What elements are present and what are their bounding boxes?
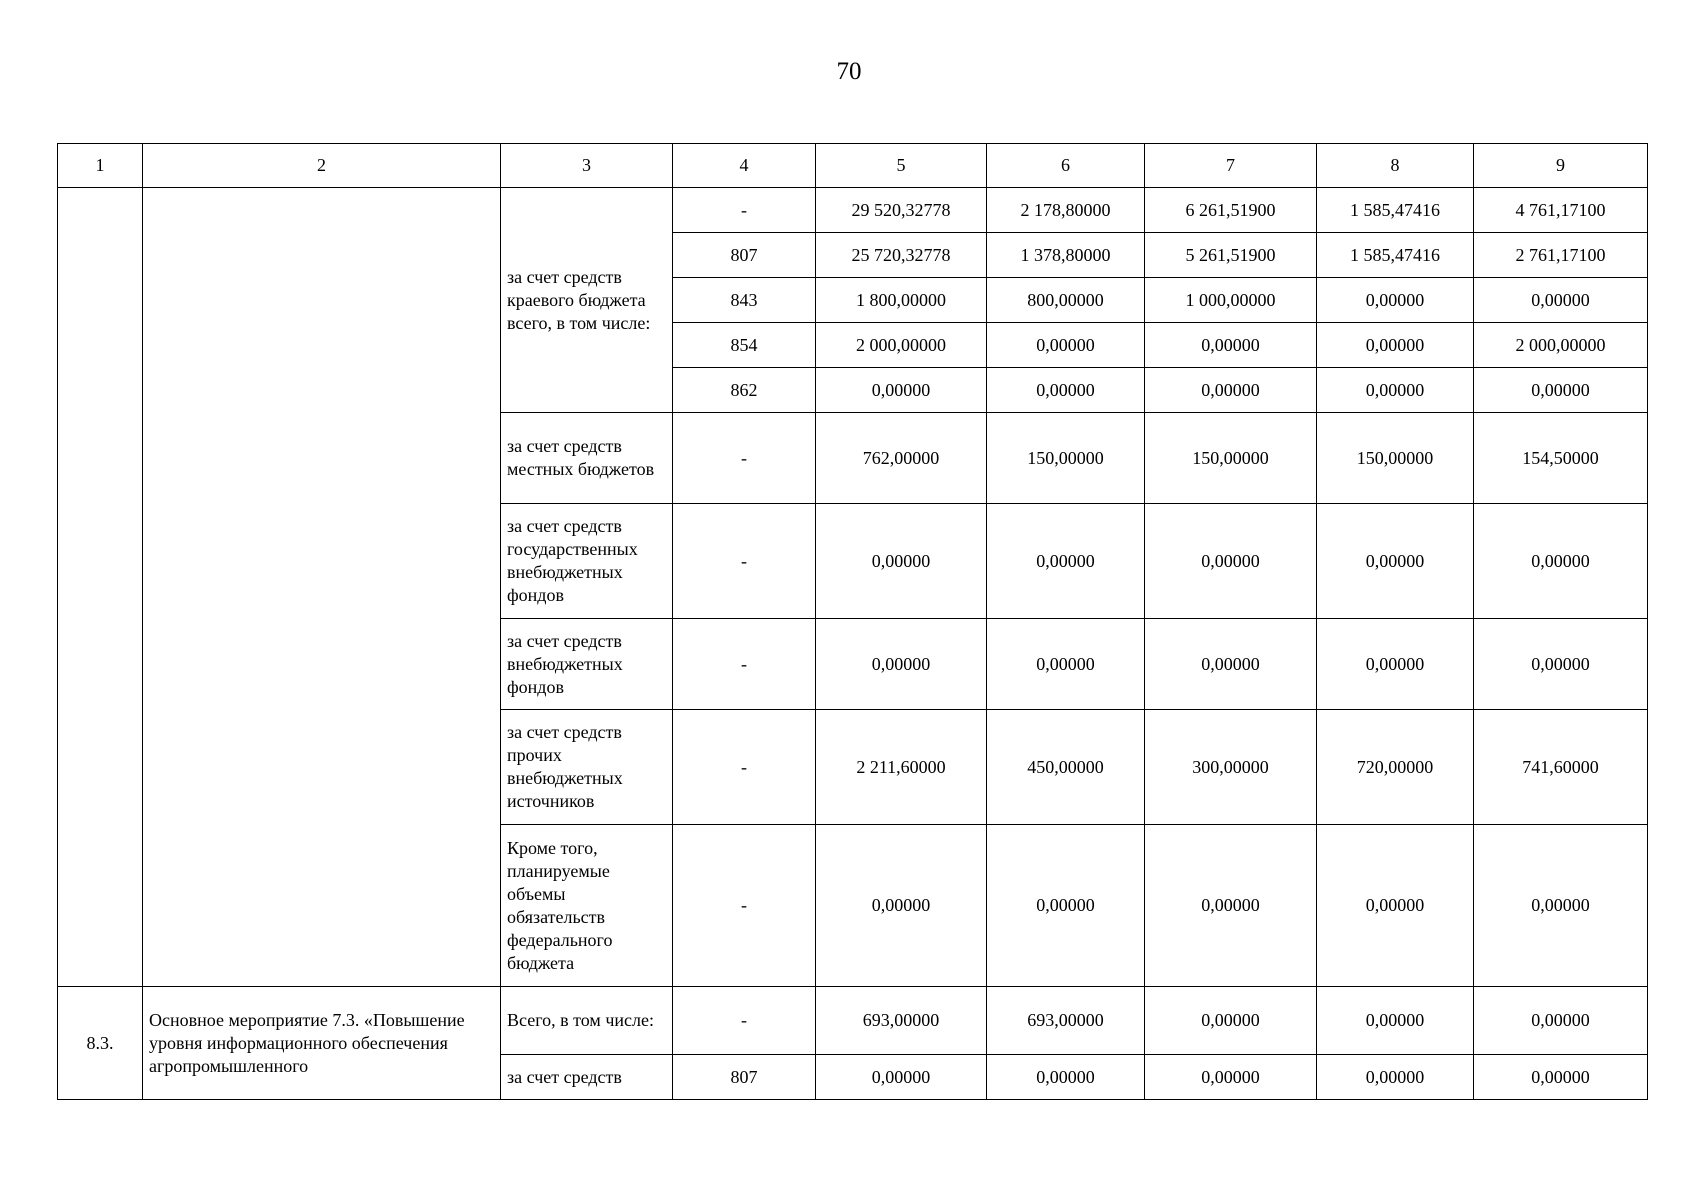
value-cell: 720,00000 xyxy=(1317,710,1474,825)
value-cell: 2 211,60000 xyxy=(816,710,987,825)
header-cell: 9 xyxy=(1474,144,1648,188)
value-cell: 0,00000 xyxy=(1317,323,1474,368)
code-cell: 807 xyxy=(673,233,816,278)
value-cell: 1 585,47416 xyxy=(1317,188,1474,233)
value-cell: 2 000,00000 xyxy=(816,323,987,368)
value-cell: 693,00000 xyxy=(987,987,1145,1055)
value-cell: 1 000,00000 xyxy=(1145,278,1317,323)
value-cell: 0,00000 xyxy=(1145,504,1317,619)
header-cell: 5 xyxy=(816,144,987,188)
value-cell: 0,00000 xyxy=(1145,1055,1317,1100)
value-cell: 29 520,32778 xyxy=(816,188,987,233)
value-cell: 2 761,17100 xyxy=(1474,233,1648,278)
value-cell: 1 378,80000 xyxy=(987,233,1145,278)
header-cell: 3 xyxy=(501,144,673,188)
source-label: за счет средств внебюджетных фондов xyxy=(501,619,673,710)
code-cell: - xyxy=(673,825,816,987)
value-cell: 0,00000 xyxy=(1145,825,1317,987)
value-cell: 0,00000 xyxy=(1474,368,1648,413)
header-cell: 1 xyxy=(58,144,143,188)
source-label: за счет средств прочих внебюджетных источников xyxy=(501,710,673,825)
value-cell: 762,00000 xyxy=(816,413,987,504)
code-cell: 862 xyxy=(673,368,816,413)
budget-table xyxy=(57,143,1648,1100)
value-cell: 0,00000 xyxy=(1474,1055,1648,1100)
source-label: за счет средств xyxy=(501,1055,673,1100)
source-label: Всего, в том числе: xyxy=(501,987,673,1055)
header-row xyxy=(58,144,1648,188)
code-cell: 854 xyxy=(673,323,816,368)
value-cell: 0,00000 xyxy=(1317,1055,1474,1100)
value-cell: 1 800,00000 xyxy=(816,278,987,323)
value-cell: 693,00000 xyxy=(816,987,987,1055)
value-cell: 0,00000 xyxy=(1317,825,1474,987)
empty-cell xyxy=(143,188,501,987)
header-cell: 6 xyxy=(987,144,1145,188)
code-cell: - xyxy=(673,188,816,233)
value-cell: 0,00000 xyxy=(987,825,1145,987)
value-cell: 2 000,00000 xyxy=(1474,323,1648,368)
code-cell: - xyxy=(673,987,816,1055)
item-number: 8.3. xyxy=(58,987,143,1100)
value-cell: 0,00000 xyxy=(816,825,987,987)
code-cell: - xyxy=(673,710,816,825)
empty-cell xyxy=(58,188,143,987)
value-cell: 0,00000 xyxy=(816,1055,987,1100)
source-label: Кроме того, планируемые объемы обязательств федерального бюджета xyxy=(501,825,673,987)
value-cell: 0,00000 xyxy=(987,504,1145,619)
value-cell: 450,00000 xyxy=(987,710,1145,825)
value-cell: 0,00000 xyxy=(816,504,987,619)
code-cell: - xyxy=(673,619,816,710)
page-number: 70 xyxy=(836,58,862,85)
code-cell: 843 xyxy=(673,278,816,323)
value-cell: 0,00000 xyxy=(1317,619,1474,710)
value-cell: 0,00000 xyxy=(987,368,1145,413)
value-cell: 0,00000 xyxy=(987,1055,1145,1100)
value-cell: 0,00000 xyxy=(1317,987,1474,1055)
value-cell: 0,00000 xyxy=(1474,278,1648,323)
value-cell: 0,00000 xyxy=(1317,504,1474,619)
code-cell: - xyxy=(673,413,816,504)
source-label: за счет средств местных бюджетов xyxy=(501,413,673,504)
value-cell: 6 261,51900 xyxy=(1145,188,1317,233)
value-cell: 0,00000 xyxy=(1474,619,1648,710)
value-cell: 0,00000 xyxy=(987,619,1145,710)
table-row xyxy=(58,987,1648,1055)
value-cell: 0,00000 xyxy=(816,368,987,413)
value-cell: 0,00000 xyxy=(987,323,1145,368)
value-cell: 800,00000 xyxy=(987,278,1145,323)
value-cell: 0,00000 xyxy=(816,619,987,710)
header-cell: 7 xyxy=(1145,144,1317,188)
item-title: Основное мероприятие 7.3. «Повышение уровня информационного обеспечения агропромышленного xyxy=(143,987,501,1100)
header-cell: 4 xyxy=(673,144,816,188)
value-cell: 154,50000 xyxy=(1474,413,1648,504)
value-cell: 150,00000 xyxy=(987,413,1145,504)
value-cell: 0,00000 xyxy=(1145,619,1317,710)
code-cell: 807 xyxy=(673,1055,816,1100)
regional-budget-label: за счет средств краевого бюджета всего, в том числе: xyxy=(501,188,673,413)
code-cell: - xyxy=(673,504,816,619)
value-cell: 0,00000 xyxy=(1145,368,1317,413)
value-cell: 741,60000 xyxy=(1474,710,1648,825)
value-cell: 0,00000 xyxy=(1317,278,1474,323)
value-cell: 150,00000 xyxy=(1317,413,1474,504)
value-cell: 300,00000 xyxy=(1145,710,1317,825)
value-cell: 0,00000 xyxy=(1474,825,1648,987)
value-cell: 0,00000 xyxy=(1474,504,1648,619)
value-cell: 25 720,32778 xyxy=(816,233,987,278)
header-cell: 8 xyxy=(1317,144,1474,188)
value-cell: 0,00000 xyxy=(1145,323,1317,368)
value-cell: 0,00000 xyxy=(1145,987,1317,1055)
value-cell: 4 761,17100 xyxy=(1474,188,1648,233)
value-cell: 0,00000 xyxy=(1317,368,1474,413)
source-label: за счет средств государственных внебюджетных фондов xyxy=(501,504,673,619)
value-cell: 2 178,80000 xyxy=(987,188,1145,233)
value-cell: 0,00000 xyxy=(1474,987,1648,1055)
value-cell: 5 261,51900 xyxy=(1145,233,1317,278)
value-cell: 1 585,47416 xyxy=(1317,233,1474,278)
table-row xyxy=(58,188,1648,233)
header-cell: 2 xyxy=(143,144,501,188)
value-cell: 150,00000 xyxy=(1145,413,1317,504)
